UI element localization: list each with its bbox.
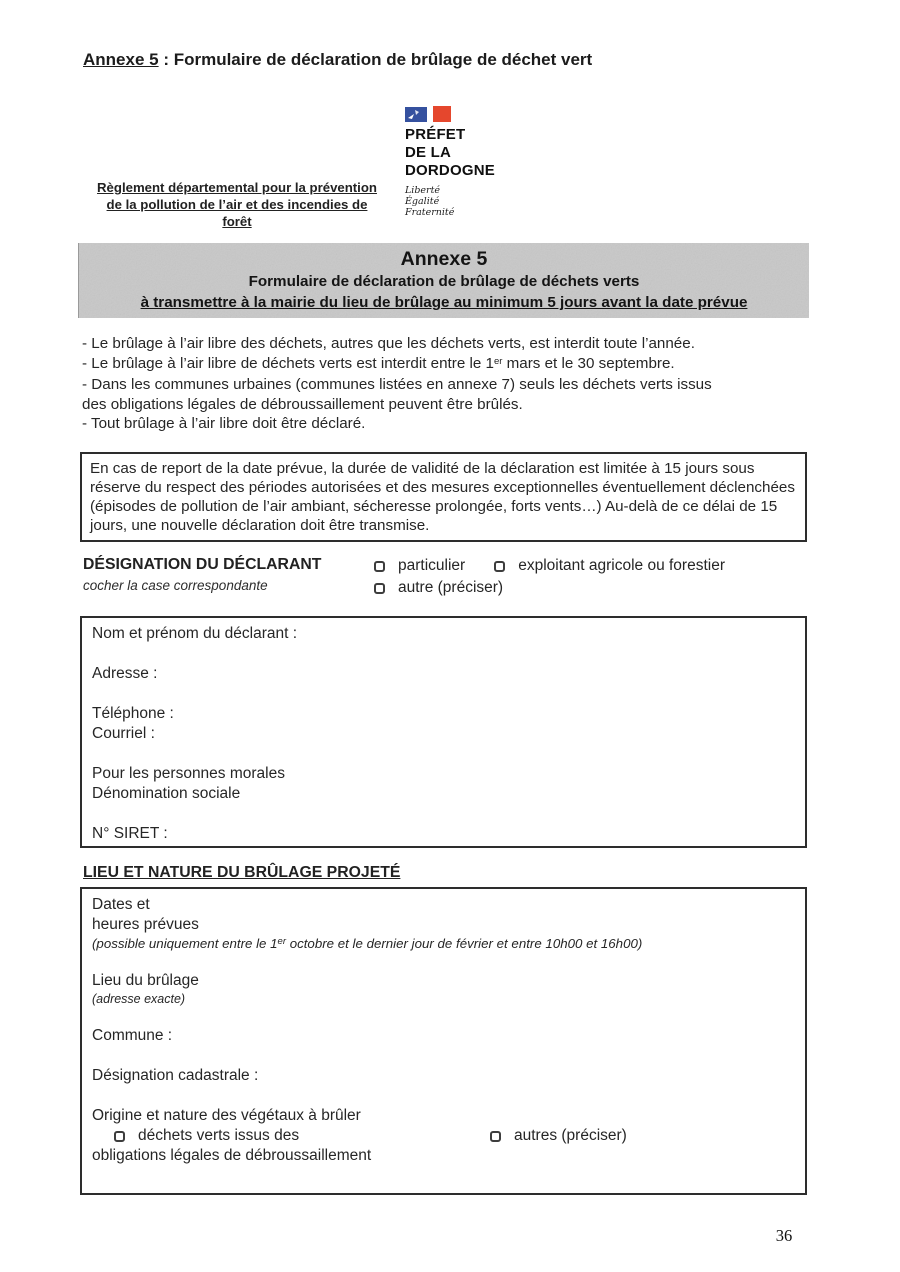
annexe-banner	[78, 243, 809, 318]
motto-line: Égalité	[405, 196, 440, 207]
checkbox-autres[interactable]	[490, 1131, 501, 1142]
prefet-line: DORDOGNE	[405, 162, 495, 179]
motto-line: Fraternité	[405, 207, 455, 218]
field-siret: N° SIRET :	[92, 825, 168, 842]
lieu-note: (adresse exacte)	[92, 992, 186, 1006]
rules-paragraph	[82, 334, 820, 434]
field-courriel: Courriel :	[92, 725, 155, 742]
banner-instruction: à transmettre à la mairie du lieu de brûlage au minimum 5 jours avant la date prévue	[140, 294, 748, 311]
field-heures: heures prévues	[92, 916, 199, 933]
checkbox-particulier[interactable]	[374, 561, 385, 572]
rule-line: - Le brûlage à l’air libre des déchets, autres que les déchets verts, est interdit toute l’année.	[82, 335, 695, 352]
report-validity-box	[80, 452, 807, 542]
prefecture-logo	[405, 106, 585, 218]
french-flag-icon	[405, 106, 453, 123]
reglement-line: de la pollution de l’air et des incendies de	[106, 197, 368, 212]
designation-options	[374, 557, 725, 601]
checkbox-dechets-verts[interactable]	[114, 1131, 125, 1142]
banner-subtitle: Formulaire de déclaration de brûlage de déchets verts	[248, 273, 640, 290]
reglement-line: Règlement départemental pour la prévention	[97, 180, 377, 195]
checkbox-exploitant[interactable]	[494, 561, 505, 572]
field-personnes-morales: Pour les personnes morales	[92, 765, 285, 782]
label-dechets-verts-suite: obligations légales de débroussaillement	[92, 1147, 372, 1164]
rule-line: des obligations légales de débroussaillement peuvent être brûlés.	[82, 395, 523, 413]
designation-subheading: cocher la case correspondante	[83, 578, 268, 593]
designation-section-label	[83, 556, 321, 593]
prefet-line: DE LA	[405, 144, 451, 161]
field-commune: Commune :	[92, 1027, 173, 1044]
designation-heading: DÉSIGNATION DU DÉCLARANT	[83, 556, 322, 573]
motto-line: Liberté	[405, 185, 441, 196]
page-title-annexe: Annexe 5	[83, 50, 159, 69]
rule-line: - Dans les communes urbaines (communes listées en annexe 7) seuls les déchets verts issus	[82, 376, 712, 394]
field-cadastrale: Désignation cadastrale :	[92, 1067, 259, 1084]
field-denomination: Dénomination sociale	[92, 785, 241, 802]
page-title	[83, 50, 592, 70]
field-origine: Origine et nature des végétaux à brûler	[92, 1107, 361, 1124]
lieu-info-box	[80, 887, 807, 1195]
reglement-line: forêt	[222, 214, 252, 229]
field-dates: Dates et	[92, 896, 150, 913]
label-exploitant: exploitant agricole ou forestier	[518, 557, 725, 574]
banner-title: Annexe 5	[400, 248, 488, 270]
prefet-line: PRÉFET	[405, 126, 466, 143]
dates-note: (possible uniquement entre le 1er octobre et le dernier jour de février et entre 10h00 et 16h00)	[92, 936, 643, 951]
rule-line: - Tout brûlage à l’air libre doit être déclaré.	[82, 415, 366, 433]
field-lieu-brulage: Lieu du brûlage	[92, 972, 199, 989]
page-number: 36	[775, 1226, 793, 1245]
origine-options	[92, 1126, 795, 1166]
rule-line: - Le brûlage à l’air libre de déchets verts est interdit entre le 1er mars et le 30 septembre.	[82, 354, 675, 372]
declarant-info-box	[80, 616, 807, 848]
superscript-er: er	[277, 936, 286, 947]
label-dechets-verts: déchets verts issus des	[138, 1127, 300, 1144]
label-autres: autres (préciser)	[514, 1127, 627, 1144]
label-autre: autre (préciser)	[398, 579, 504, 596]
field-nom: Nom et prénom du déclarant :	[92, 625, 298, 642]
lieu-section-heading: LIEU ET NATURE DU BRÛLAGE PROJETÉ	[83, 864, 401, 881]
field-telephone: Téléphone :	[92, 705, 174, 722]
reglement-note	[84, 179, 390, 230]
label-particulier: particulier	[398, 557, 466, 574]
report-validity-text: En cas de report de la date prévue, la durée de validité de la déclaration est limitée à 15 jours sous réserve du respect des périodes autorisées et des mesures exceptionnelles éventuellement déclenchées (épisodes de pollution de l’air ambiant, sécheresse prolongée, forts vents…) Au-delà de ce délai de 15 jours, une nouvelle déclaration doit être transmise.	[90, 460, 795, 534]
superscript-er: er	[493, 355, 503, 367]
prefet-title	[405, 126, 585, 180]
checkbox-autre[interactable]	[374, 583, 385, 594]
republic-motto	[405, 185, 585, 218]
field-adresse: Adresse :	[92, 665, 158, 682]
page-title-rest: : Formulaire de déclaration de brûlage de déchet vert	[158, 50, 593, 69]
